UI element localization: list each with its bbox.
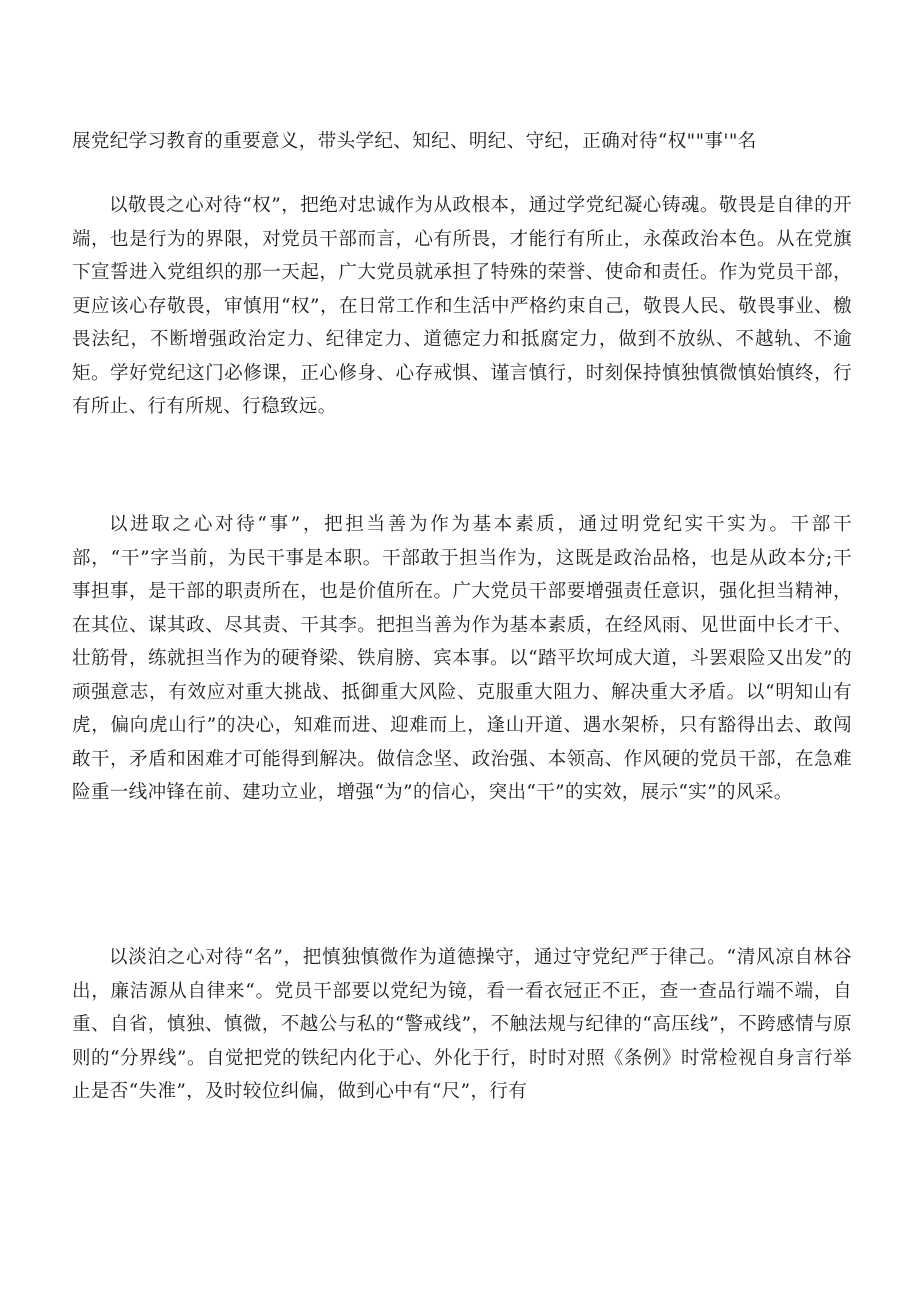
paragraph-work: 以进取之心对待“事”，把担当善为作为基本素质，通过明党纪实干实为。干部干部，“干”字当前，为民干事是本职。干部敢于担当作为，这既是政治品格，也是从政本分;干事担事，是干部的职责所在，也是价值所在。广大党员干部要增强责任意识，强化担当精神，在其位、谋其政、尽其责、干其李。把担当善为作为基本素质，在经风雨、见世面中长才干、壮筋骨，练就担当作为的硬脊梁、铁肩膀、宾本事。以“踏平坎坷成大道，斗罢艰险又出发”的顽强意志，有效应对重大挑战、抵御重大风险、克服重大阻力、解决重大矛盾。以“明知山有虎，偏向虎山行”的决心，知难而进、迎难而上，逢山开道、遇水架桥，只有豁得出去、敢闯敢干，矛盾和困难才可能得到解决。做信念坚、政治强、本领高、作风硬的党员干部，在急难险重一线冲锋在前、建功立业，增强“为”的信心，突出“干”的实效，展示“实”的风采。	[72, 514, 852, 803]
paragraph-reputation: 以淡泊之心对待“名”，把慎独慎微作为道德操守，通过守党纪严于律己。“清风凉自林谷出，廉洁源从自律来“。党员干部要以党纪为镜，看一看衣冠正不正，查一查品行端不端，自重、自省，慎独、慎微，不越公与私的“警戒线”，不触法规与纪律的“高压线”，不跨感情与原则的“分界线”。自觉把党的铁纪内化于心、外化于行，时时对照《条例》时常检视自身言行举止是否“失准”，及时较位纠偏，做到心中有“尺”，行有	[72, 947, 852, 1102]
continuation-line: 展党纪学习教育的重要意义，带头学纪、知纪、明纪、守纪，正确对待“权""事'"名	[72, 131, 757, 152]
paragraph-power: 以敬畏之心对待“权”，把绝对忠诚作为从政根本，通过学党纪凝心铸魂。敬畏是自律的开端，也是行为的界限，对党员干部而言，心有所畏，才能行有所止，永葆政治本色。从在党旗下宣誓进入党组织的那一天起，广大党员就承担了特殊的荣誉、使命和责任。作为党员干部，更应该心存敬畏，审慎用“权”，在日常工作和生活中严格约束自己，敬畏人民、敬畏事业、檄畏法纪，不断增强政治定力、纪律定力、道德定力和抵腐定力，做到不放纵、不越轨、不逾矩。学好党纪这门必修课，正心修身、心存戒惧、谨言慎行，时刻保持慎独慎微慎始慎终，行有所止、行有所规、行稳致远。	[72, 195, 852, 417]
